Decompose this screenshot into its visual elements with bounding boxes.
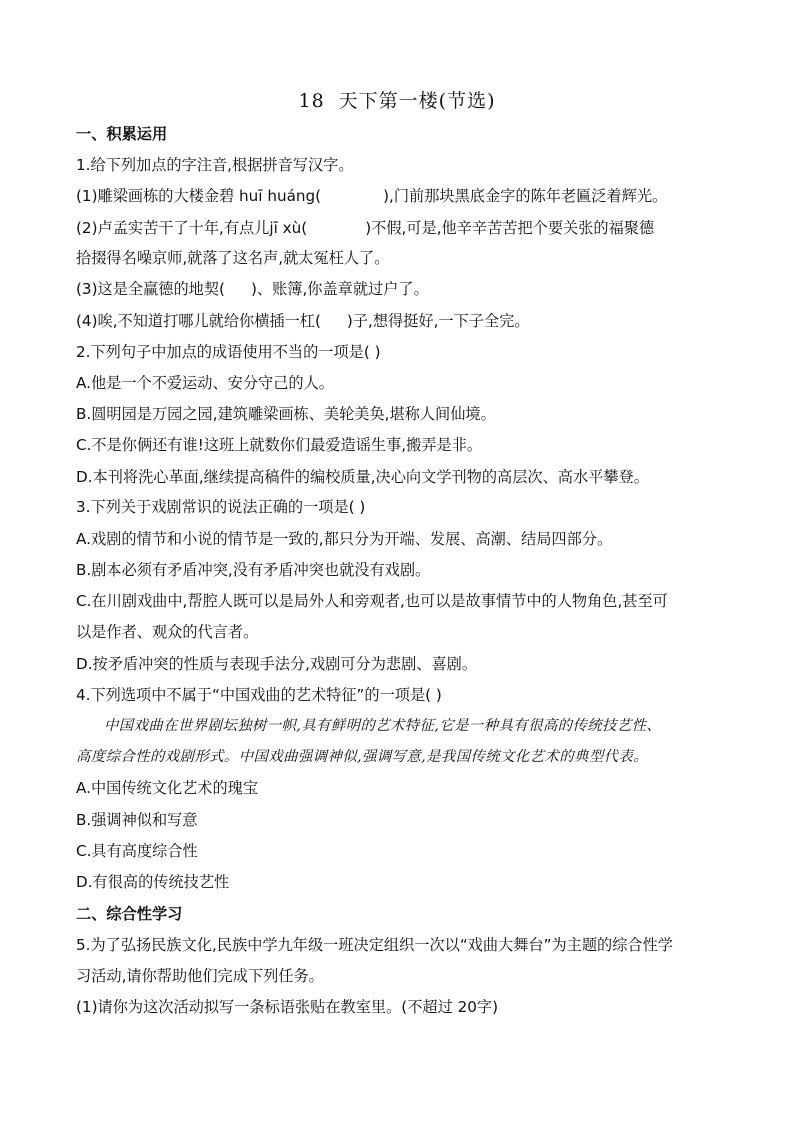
q1-item-2-text-a: (2)卢孟实苦干了十年,有点儿jī xù( [76,219,308,237]
q1-item-3-text-a: (3)这是全赢德的地契( [76,280,225,298]
q5-stem: 5.为了弘扬民族文化,民族中学九年级一班决定组织一次以“戏曲大舞台”为主题的综合性学 [76,936,673,954]
q1-item-1 [76,186,726,206]
q2-option-a: A.他是一个不爱运动、安分守己的人。 [76,374,334,392]
q2-option-d: D.本刊将洗心革面,继续提高稿件的编校质量,决心向文学刊物的高层次、高水平攀登。 [76,468,649,486]
q1-item-2 [76,218,726,238]
q1-stem: 1.给下列加点的字注音,根据拼音写汉字。 [76,156,354,174]
lesson-number: 18 [298,90,325,112]
q3-option-b: B.剧本必须有矛盾冲突,没有矛盾冲突也就没有戏剧。 [76,561,431,579]
q1-item-2-text-b: )不假,可是,他辛辛苦苦把个要关张的福聚德 [365,219,655,237]
lesson-title [0,86,794,113]
q1-item-4-text-b: )子,想得挺好,一下子全完。 [346,312,530,330]
q3-option-c: C.在川剧戏曲中,帮腔人既可以是局外人和旁观者,也可以是故事情节中的人物角色,甚至可 [76,592,668,610]
lesson-title-text: 天下第一楼(节选) [338,90,496,112]
section-heading-1: 一、积累运用 [76,125,168,143]
q1-item-3-text-b: )、账簿,你盖章就过户了。 [250,280,429,298]
q4-option-a: A.中国传统文化艺术的瑰宝 [76,779,259,797]
q4-option-b: B.强调神似和写意 [76,811,198,829]
q2-stem: 2.下列句子中加点的成语使用不当的一项是( ) [76,343,381,361]
q1-item-1-text-b: ),门前那块黑底金字的陈年老匾泛着辉光。 [383,187,668,205]
q3-option-a: A.戏剧的情节和小说的情节是一致的,都只分为开端、发展、高潮、结局四部分。 [76,530,613,548]
q4-option-d: D.有很高的传统技艺性 [76,873,230,891]
q5-stem-cont: 习活动,请你帮助他们完成下列任务。 [76,967,324,985]
q3-option-d: D.按矛盾冲突的性质与表现手法分,戏剧可分为悲剧、喜剧。 [76,655,478,673]
q1-item-4 [76,311,726,331]
q3-stem: 3.下列关于戏剧常识的说法正确的一项是( ) [76,498,366,516]
q1-item-4-text-a: (4)唉,不知道打哪儿就给你横插一杠( [76,312,321,330]
q1-item-2-cont: 拾掇得名噪京师,就落了这名声,就太冤枉人了。 [76,249,390,267]
q4-option-c: C.具有高度综合性 [76,842,198,860]
q5-item-1: (1)请你为这次活动拟写一条标语张贴在教室里。(不超过 20字) [76,998,499,1016]
q1-item-3 [76,279,726,299]
q4-passage-line-2: 高度综合性的戏剧形式。中国戏曲强调神似,强调写意,是我国传统文化艺术的典型代表。 [76,749,648,765]
q4-passage-line-1: 中国戏曲在世界剧坛独树一帜,具有鲜明的艺术特征,它是一种具有很高的传统技艺性、 [104,718,662,734]
q2-option-c: C.不是你俩还有谁!这班上就数你们最爱造谣生事,搬弄是非。 [76,436,483,454]
section-heading-2: 二、综合性学习 [76,905,183,923]
q1-item-1-text-a: (1)雕梁画栋的大楼金碧 huī huáng( [76,187,322,205]
q2-option-b: B.圆明园是万园之园,建筑雕梁画栋、美轮美奂,堪称人间仙境。 [76,405,496,423]
q3-option-c-cont: 以是作者、观众的代言者。 [76,623,259,641]
q4-stem: 4.下列选项中不属于“中国戏曲的艺术特征”的一项是( ) [76,686,442,704]
